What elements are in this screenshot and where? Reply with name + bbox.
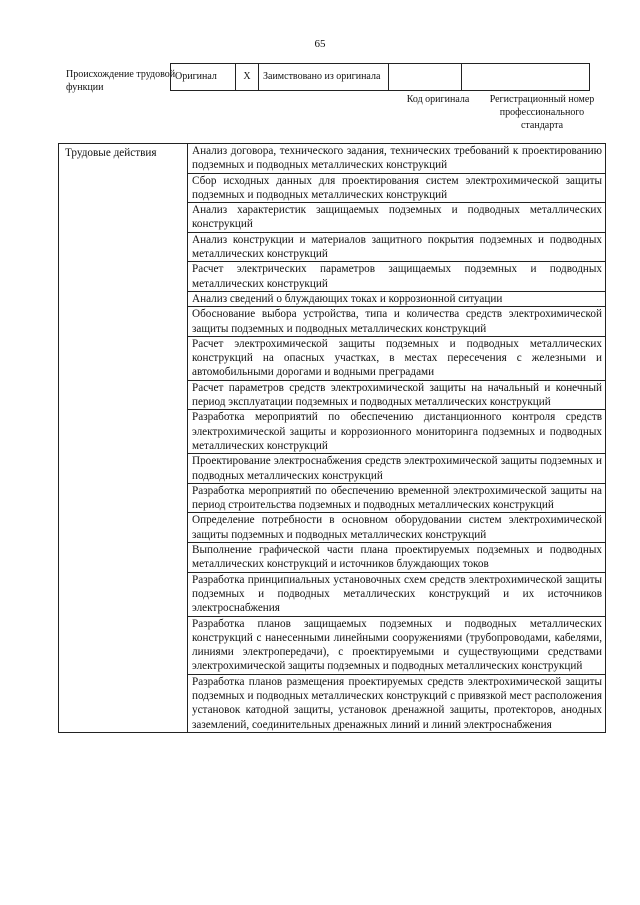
labor-action-item: Проектирование электроснабжения средств электрохимической защиты подземных и подводных металлических конструкций — [188, 454, 606, 484]
labor-action-item: Анализ договора, технического задания, технических требований к проектированию подземных и подводных металлических конструкций — [188, 144, 606, 174]
labor-action-item: Расчет электрохимической защиты подземных и подводных металлических конструкций на опасных участках, в местах пересечения с железными и автомобильными дорогами и водными преградами — [188, 336, 606, 380]
labor-action-item: Обоснование выбора устройства, типа и количества средств электрохимической защиты подземных и подводных металлических конструкций — [188, 307, 606, 337]
labor-action-item: Разработка мероприятий по обеспечению временной электрохимической защиты на период строительства подземных и подводных металлических конструкций — [188, 483, 606, 513]
labor-action-item: Расчет параметров средств электрохимической защиты на начальный и конечный период эксплуатации подземных и подводных металлических конструкций — [188, 380, 606, 410]
labor-actions-table — [58, 143, 606, 733]
borrowed-cell: Заимствовано из оригинала — [259, 64, 389, 91]
reg-number-cell — [462, 64, 590, 91]
labor-action-item: Анализ характеристик защищаемых подземных и подводных металлических конструкций — [188, 203, 606, 233]
code-caption: Код оригинала — [406, 94, 470, 105]
labor-action-item: Сбор исходных данных для проектирования систем электрохимической защиты подземных и подводных металлических конструкций — [188, 173, 606, 203]
table-row — [59, 144, 606, 174]
labor-action-item: Определение потребности в основном оборудовании систем электрохимической защиты подземных и подводных металлических конструкций — [188, 513, 606, 543]
labor-action-item: Разработка принципиальных установочных схем средств электрохимической защиты подземных и подводных металлических конструкций и их источников электроснабжения — [188, 572, 606, 616]
labor-action-item: Анализ сведений о блуждающих токах и коррозионной ситуации — [188, 291, 606, 306]
labor-action-item: Анализ конструкции и материалов защитного покрытия подземных и подводных металлических конструкций — [188, 232, 606, 262]
original-cell: Оригинал — [171, 64, 236, 91]
labor-action-item: Выполнение графической части плана проектируемых подземных и подводных металлических конструкций и источников блуждающих токов — [188, 543, 606, 573]
labor-actions-label: Трудовые действия — [59, 144, 188, 733]
labor-action-item: Разработка планов размещения проектируемых средств электрохимической защиты подземных и подводных металлических конструкций с привязкой мест расположения установок катодной защиты, установок дренажной защиты, протекторов, анодных заземлений, соединительных дренажных линий и линий электроснабжения — [188, 674, 606, 732]
labor-action-item: Разработка мероприятий по обеспечению дистанционного контроля средств электрохимической защиты и коррозионного мониторинга подземных и подводных металлических конструкций — [188, 410, 606, 454]
labor-action-item: Разработка планов защищаемых подземных и подводных металлических конструкций с нанесенными линейными сооружениями (трубопроводами, кабелями, линиями электропередачи), с проектируемыми и существующими средствами электрохимической защиты подземных и подводных металлических конструкций — [188, 616, 606, 674]
original-mark: X — [236, 64, 259, 91]
origin-label: Происхождение трудовой функции — [66, 69, 176, 93]
code-cell — [389, 64, 462, 91]
labor-action-item: Расчет электрических параметров защищаемых подземных и подводных металлических конструкций — [188, 262, 606, 292]
page-number: 65 — [314, 38, 326, 50]
reg-number-caption: Регистрационный номер профессионального стандарта — [489, 94, 595, 131]
origin-table — [170, 63, 590, 91]
